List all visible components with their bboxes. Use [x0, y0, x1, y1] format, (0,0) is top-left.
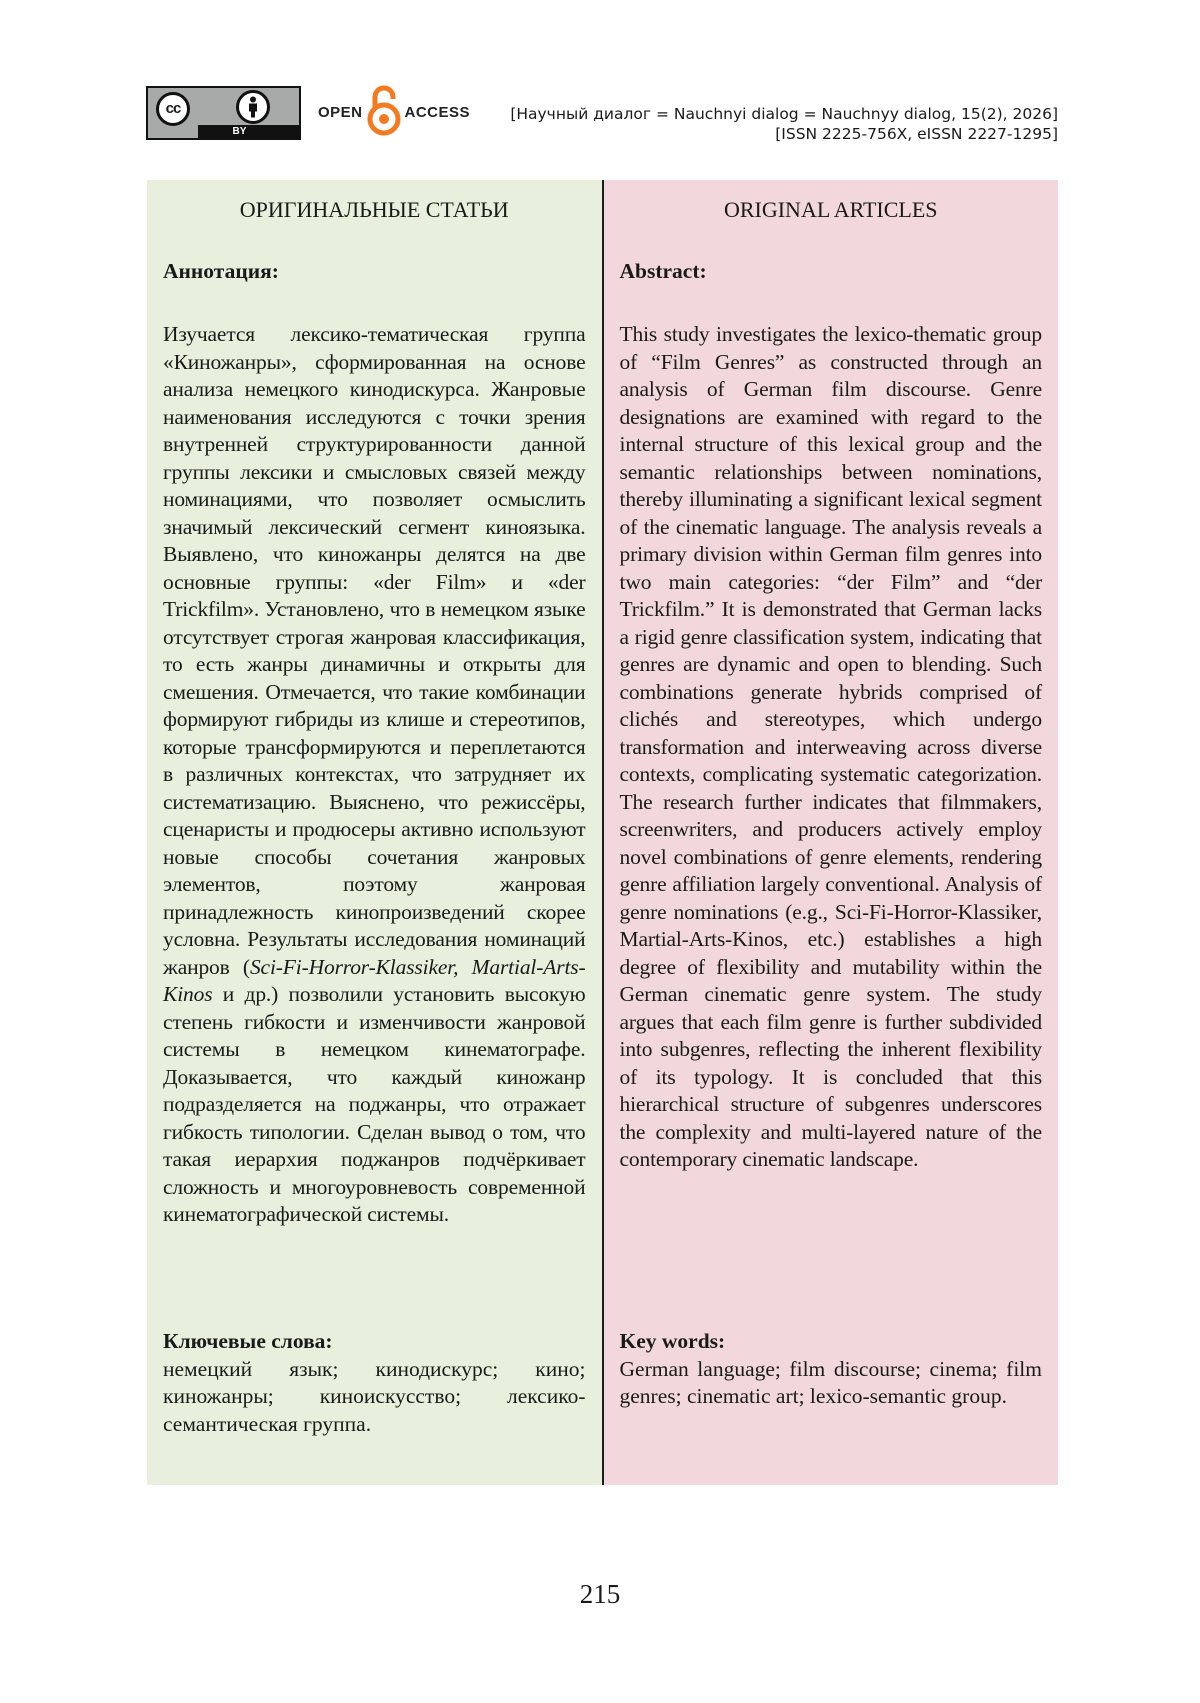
- en-keywords-block: [620, 1328, 1043, 1411]
- page-number: 215: [579, 1579, 621, 1609]
- ru-keywords-text: немецкий язык; кинодискурс; кино; киножанры; киноискусство; лексико-семантическая группа.: [163, 1356, 586, 1436]
- en-section-title: ORIGINAL ARTICLES: [723, 197, 938, 222]
- ru-section-title: ОРИГИНАЛЬНЫЕ СТАТЬИ: [239, 197, 509, 222]
- en-abstract-text: This study investigates the lexico-thematic group of “Film Genres” as constructed through an analysis of German film discourse. Genre designations are examined with regard to the internal structure of this lexical group and the semantic relationships between nominations, thereby illuminating a significant lexical segment of the cinematic language. The analysis reveals a primary division within German film genres into two main categories: “der Film” and “der Trickfilm.” It is demonstrated that German lacks a rigid genre classification system, indicating that genres are dynamic and open to blending. Such combinations generate hybrids comprised of clichés and stereotypes, which undergo transformation and interweaving across diverse contexts, complicating systematic categorization. The research further indicates that filmmakers, screenwriters, and producers actively employ novel combinations of genre elements, rendering genre affiliation largely conventional. Analysis of genre nominations (e.g., Sci-Fi-Horror-Klassiker, Martial-Arts-Kinos, etc.) establishes a high degree of flexibility and mutability within the German cinematic genre system. The study argues that each film genre is further subdivided into subgenres, reflecting the inherent flexibility of its typology. It is concluded that this hierarchical structure of subgenres underscores the complexity and multi-layered nature of the contemporary cinematic landscape.: [619, 322, 1042, 1171]
- open-access-logo: [318, 86, 470, 138]
- cc-by-license-badge: [146, 86, 301, 140]
- ru-abstract-italic-examples: Sci-Fi-Horror-Klassiker, Martial-Arts-Kinos: [163, 954, 586, 1006]
- attribution-person-icon: [236, 90, 270, 124]
- abstract-columns: [147, 180, 1058, 1485]
- ru-abstract-part2: и др.) позволили установить высокую степень гибкости и изменчивости жанровой системы в немецком кинематографе. Доказывается, что каждый киножанр подразделяется на поджанры, что отражает гибкость типологии. Сделан вывод о том, что такая иерархия поджанров подчёркивает сложность и многоуровневость современной кинематографической системы.: [163, 982, 586, 1226]
- ru-abstract-heading: Аннотация:: [163, 259, 279, 283]
- ru-keywords-block: [163, 1328, 586, 1438]
- journal-citation-line: [Научный диалог = Nauchnyi dialog = Nauchnyy dialog, 15(2), 2026]: [510, 105, 1058, 123]
- open-access-left-text: OPEN: [318, 103, 363, 121]
- en-keywords-heading: Key words:: [619, 1329, 726, 1353]
- creative-commons-icon: cc: [156, 92, 190, 126]
- en-keywords-text: German language; film discourse; cinema; film genres; cinematic art; lexico-semantic group.: [619, 1356, 1042, 1408]
- by-label: BY: [198, 125, 299, 138]
- open-lock-icon: [366, 83, 402, 141]
- open-access-right-text: ACCESS: [404, 103, 471, 121]
- journal-citation: [510, 104, 1058, 144]
- ru-abstract-text: [163, 321, 586, 1229]
- english-column: [604, 180, 1059, 1485]
- ru-abstract-part1: Изучается лексико-тематическая группа «Киножанры», сформированная на основе анализа немецкого кинодискурса. Жанровые наименования исследуются с точки зрения внутренней структурированности данной группы лексики и смысловых связей между номинациями, что позволяет осмыслить значимый лексический сегмент киноязыка. Выявлено, что киножанры делятся на две основные группы: «der Film» и «der Trickfilm». Установлено, что в немецком языке отсутствует строгая жанровая классификация, то есть жанры динамичны и открыты для смешения. Отмечается, что такие комбинации формируют гибриды из клише и стереотипов, которые трансформируются и переплетаются в различных контекстах, что затрудняет их систематизацию. Выяснено, что режиссёры, сценаристы и продюсеры активно используют новые способы сочетания жанровых элементов, поэтому жанровая принадлежность кинопроизведений скорее условна. Результаты исследования номинаций жанров (: [163, 322, 586, 979]
- en-abstract-heading: Abstract:: [619, 259, 707, 283]
- ru-keywords-heading: Ключевые слова:: [163, 1329, 333, 1353]
- russian-column: [147, 180, 602, 1485]
- journal-issn-line: [ISSN 2225-756X, eISSN 2227-1295]: [775, 125, 1058, 143]
